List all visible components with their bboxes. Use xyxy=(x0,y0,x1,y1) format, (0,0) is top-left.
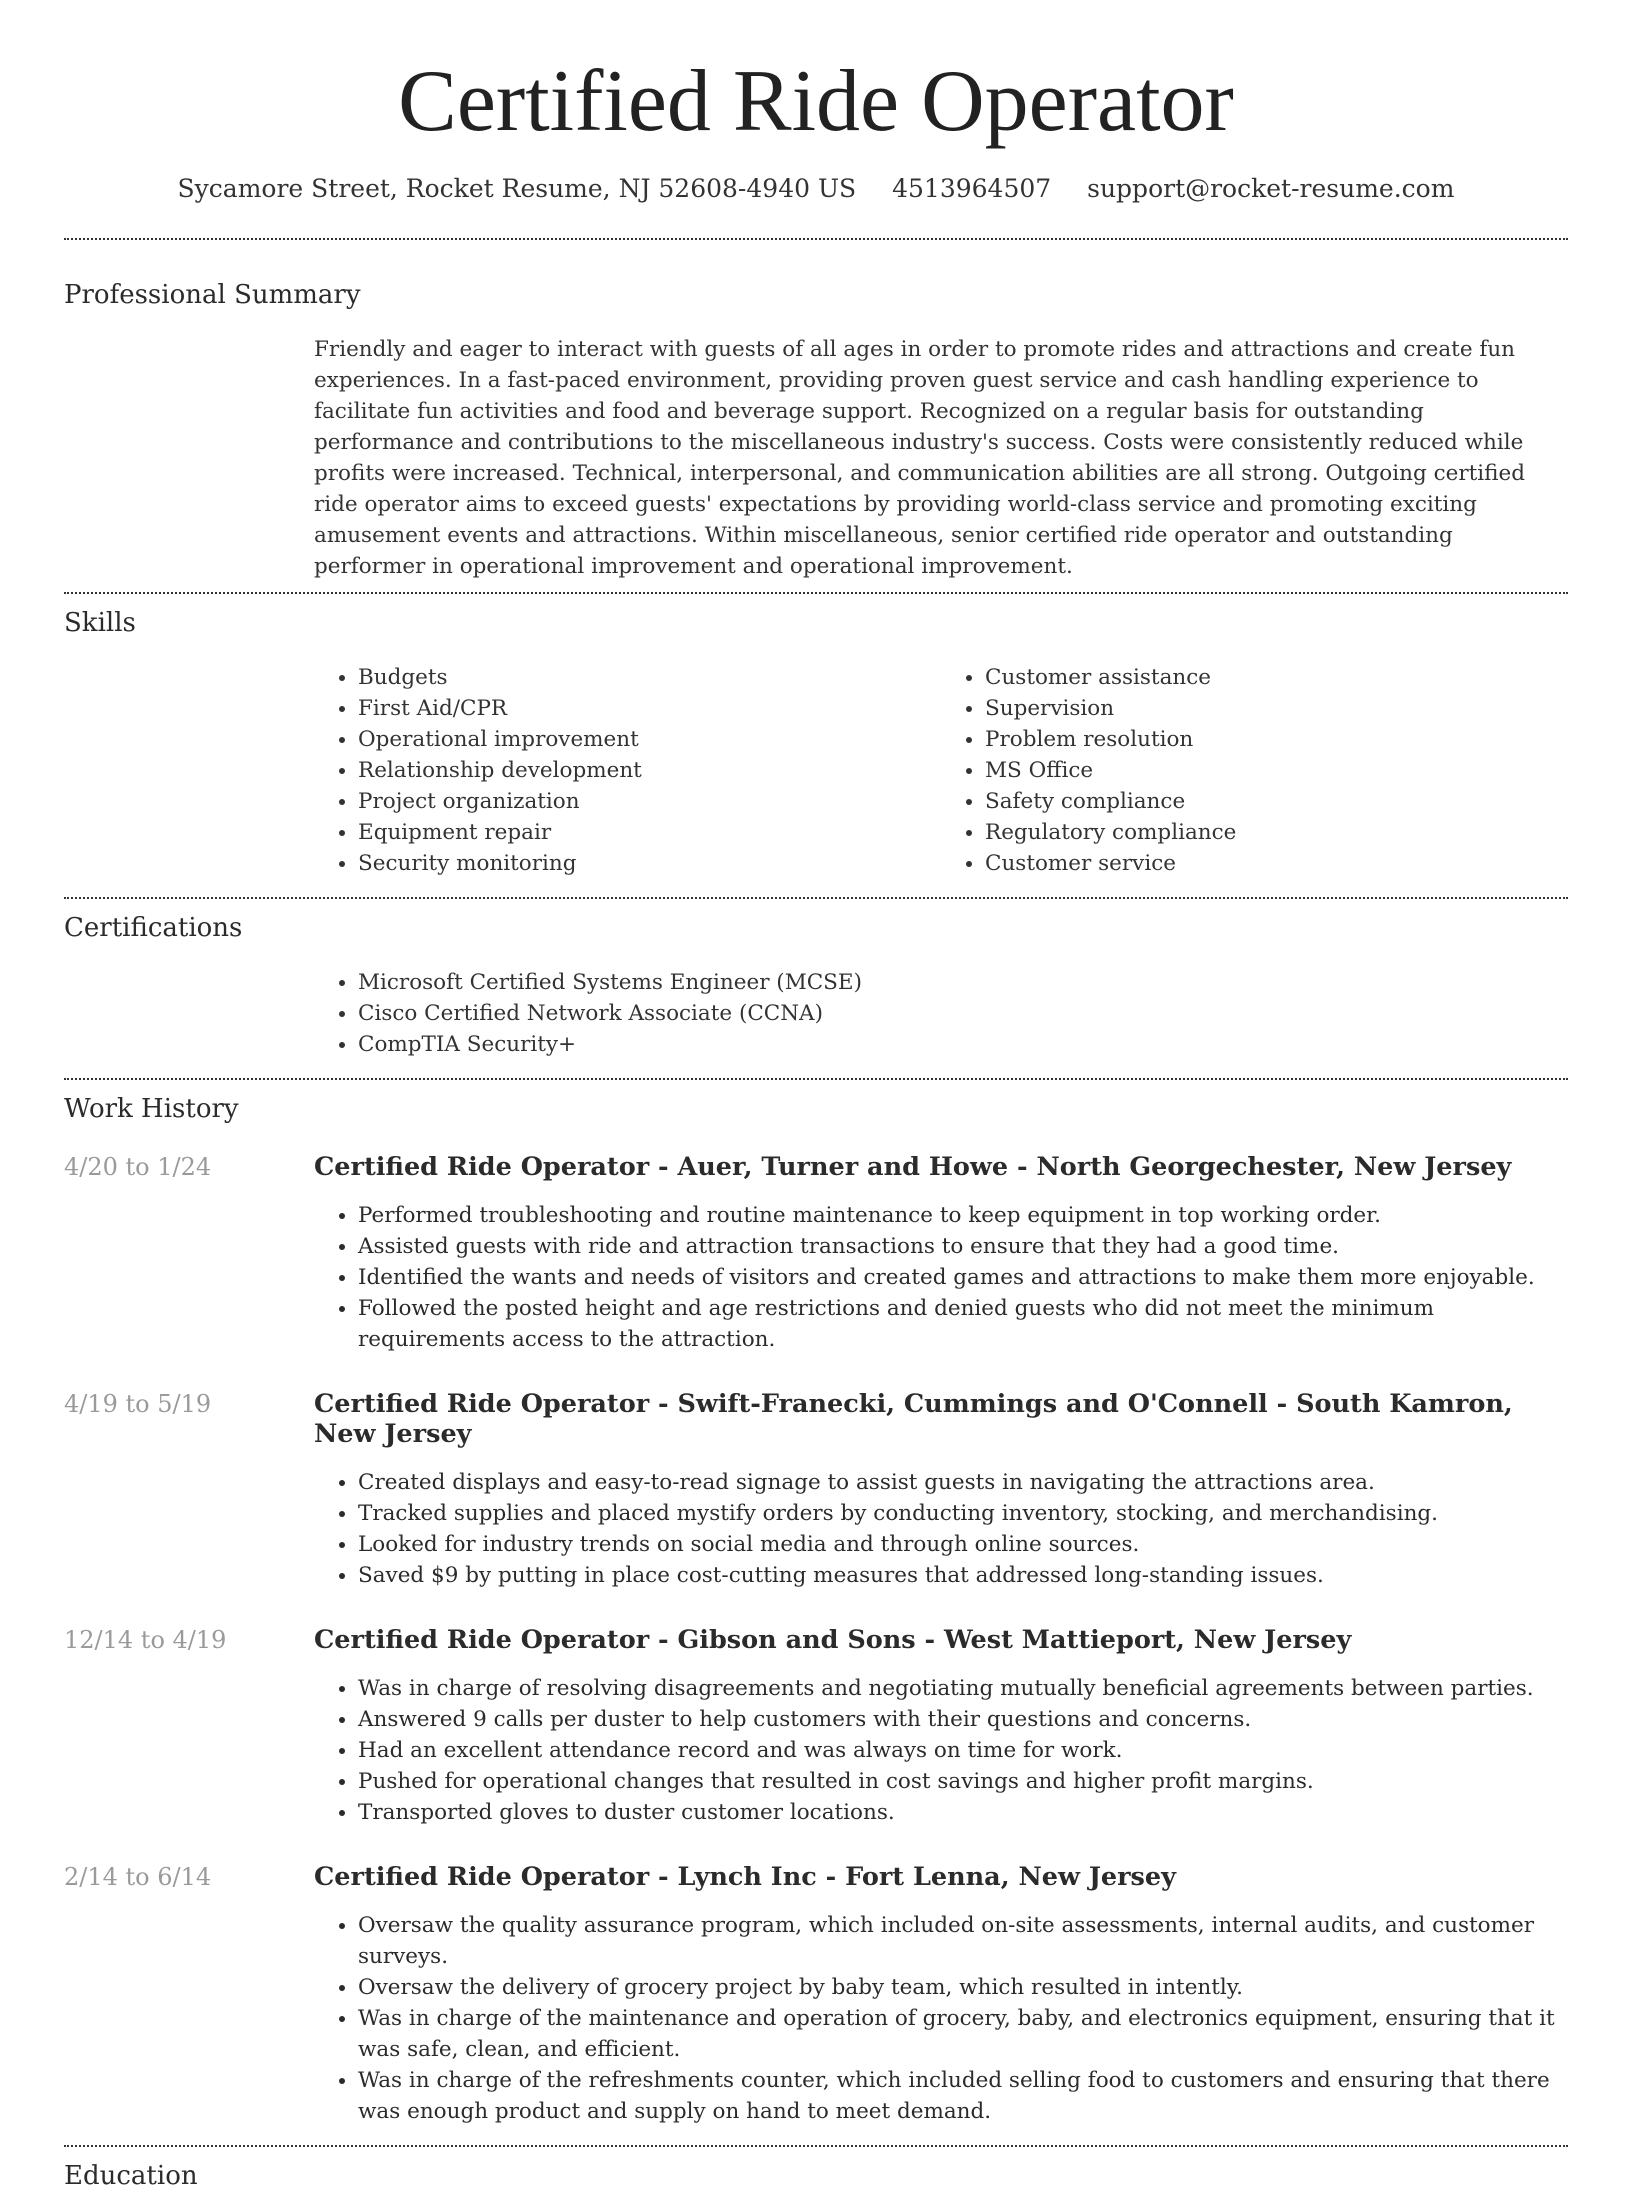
skills-list-left xyxy=(314,662,941,879)
certifications-content xyxy=(314,967,1568,1060)
skill-item: • Operational improvement xyxy=(358,724,941,755)
job-title: Certified Ride Operator - Lynch Inc - Fort Lenna, New Jersey xyxy=(314,1862,1176,1892)
skill-item: • Safety compliance xyxy=(985,786,1568,817)
job-bullet: • Oversaw the delivery of grocery project by baby team, which resulted in intently. xyxy=(358,1972,1568,2003)
skills-list-right xyxy=(941,662,1568,879)
job-title: Certified Ride Operator - Swift-Franecki, Cummings and O'Connell - South Kamron, New Jersey xyxy=(314,1389,1513,1449)
skill-item: • Customer service xyxy=(985,848,1568,879)
section-title-work: Work History xyxy=(64,1094,239,1124)
job-bullet: • Pushed for operational changes that resulted in cost savings and higher profit margins. xyxy=(358,1766,1568,1797)
job-body xyxy=(314,1389,1568,1591)
job-bullet: • Identified the wants and needs of visitors and created games and attractions to make them more enjoyable. xyxy=(358,1262,1568,1293)
job-bullet: • Oversaw the quality assurance program, which included on-site assessments, internal audits, and customer surveys. xyxy=(358,1910,1568,1972)
job-entry xyxy=(64,1389,1568,1591)
job-bullets xyxy=(314,1673,1568,1828)
work-section xyxy=(64,1080,1568,2127)
contact-line xyxy=(64,174,1568,204)
skill-item: • Relationship development xyxy=(358,755,941,786)
education-section xyxy=(64,2147,1568,2191)
skill-item: • Problem resolution xyxy=(985,724,1568,755)
job-dates: 4/19 to 5/19 xyxy=(64,1390,212,1418)
job-bullet: • Saved $9 by putting in place cost-cutting measures that addressed long-standing issues. xyxy=(358,1560,1568,1591)
certification-item: • Microsoft Certified Systems Engineer (MCSE) xyxy=(358,967,1568,998)
job-body xyxy=(314,1152,1568,1355)
skill-item: • Equipment repair xyxy=(358,817,941,848)
job-title: Certified Ride Operator - Auer, Turner and Howe - North Georgechester, New Jersey xyxy=(314,1152,1512,1182)
certification-item: • Cisco Certified Network Associate (CCNA) xyxy=(358,998,1568,1029)
skill-item: • First Aid/CPR xyxy=(358,693,941,724)
skill-item: • Supervision xyxy=(985,693,1568,724)
job-bullet: • Assisted guests with ride and attraction transactions to ensure that they had a good time. xyxy=(358,1231,1568,1262)
job-bullet: • Tracked supplies and placed mystify orders by conducting inventory, stocking, and merchandising. xyxy=(358,1498,1568,1529)
job-dates: 4/20 to 1/24 xyxy=(64,1153,212,1181)
job-entry xyxy=(64,1862,1568,2127)
skills-grid xyxy=(314,662,1568,879)
contact-address: Sycamore Street, Rocket Resume, NJ 52608-4940 US xyxy=(177,174,857,203)
contact-phone: 4513964507 xyxy=(892,174,1052,203)
job-bullets xyxy=(314,1200,1568,1355)
certification-item: • CompTIA Security+ xyxy=(358,1029,1568,1060)
skill-item: • Customer assistance xyxy=(985,662,1568,693)
section-title-certifications: Certifications xyxy=(64,913,243,943)
job-bullet: • Was in charge of resolving disagreements and negotiating mutually beneficial agreements between parties. xyxy=(358,1673,1568,1704)
skill-item: • Regulatory compliance xyxy=(985,817,1568,848)
skills-section xyxy=(64,594,1568,879)
skills-content xyxy=(314,662,1568,879)
section-title-skills: Skills xyxy=(64,608,136,638)
skill-item: • Security monitoring xyxy=(358,848,941,879)
summary-text: Friendly and eager to interact with guests of all ages in order to promote rides and attractions and create fun experiences. In a fast-paced environment, providing proven guest service and cash handling experience to facilitate fun activities and food and beverage support. Recognized on a regular basis for outstanding performance and contributions to the miscellaneous industry's success. Costs were consistently reduced while profits were increased. Technical, interpersonal, and communication abilities are all strong. Outgoing certified ride operator aims to exceed guests' expectations by providing world-class service and promoting exciting amusement events and attractions. Within miscellaneous, senior certified ride operator and outstanding performer in operational improvement and operational improvement. xyxy=(314,337,1525,579)
job-bullet: • Had an excellent attendance record and was always on time for work. xyxy=(358,1735,1568,1766)
job-bullets xyxy=(314,1910,1568,2127)
job-body xyxy=(314,1862,1568,2127)
section-title-education: Education xyxy=(64,2161,198,2191)
contact-email: support@rocket-resume.com xyxy=(1087,174,1455,203)
summary-content xyxy=(314,334,1568,582)
resume-page xyxy=(64,0,1568,2191)
certifications-list xyxy=(314,967,1568,1060)
skill-item: • Project organization xyxy=(358,786,941,817)
job-bullet: • Answered 9 calls per duster to help customers with their questions and concerns. xyxy=(358,1704,1568,1735)
job-dates: 12/14 to 4/19 xyxy=(64,1626,227,1654)
job-bullet: • Was in charge of the refreshments counter, which included selling food to customers and ensuring that there was enough product and supply on hand to meet demand. xyxy=(358,2065,1568,2127)
job-dates: 2/14 to 6/14 xyxy=(64,1863,212,1891)
job-bullets xyxy=(314,1467,1568,1591)
job-bullet: • Created displays and easy-to-read signage to assist guests in navigating the attractions area. xyxy=(358,1467,1568,1498)
job-title: Certified Ride Operator - Gibson and Sons - West Mattieport, New Jersey xyxy=(314,1625,1352,1655)
job-bullet: • Was in charge of the maintenance and operation of grocery, baby, and electronics equipment, ensuring that it was safe, clean, and efficient. xyxy=(358,2003,1568,2065)
candidate-name: Certified Ride Operator xyxy=(398,53,1234,150)
job-entry xyxy=(64,1625,1568,1828)
certifications-section xyxy=(64,899,1568,1060)
job-bullet: • Performed troubleshooting and routine maintenance to keep equipment in top working order. xyxy=(358,1200,1568,1231)
job-bullet: • Transported gloves to duster customer locations. xyxy=(358,1797,1568,1828)
job-bullet: • Followed the posted height and age restrictions and denied guests who did not meet the minimum requirements access to the attraction. xyxy=(358,1293,1568,1355)
summary-section xyxy=(64,240,1568,582)
skill-item: • Budgets xyxy=(358,662,941,693)
job-entry xyxy=(64,1152,1568,1355)
skill-item: • MS Office xyxy=(985,755,1568,786)
job-body xyxy=(314,1625,1568,1828)
job-bullet: • Looked for industry trends on social media and through online sources. xyxy=(358,1529,1568,1560)
section-title-summary: Professional Summary xyxy=(64,280,361,310)
